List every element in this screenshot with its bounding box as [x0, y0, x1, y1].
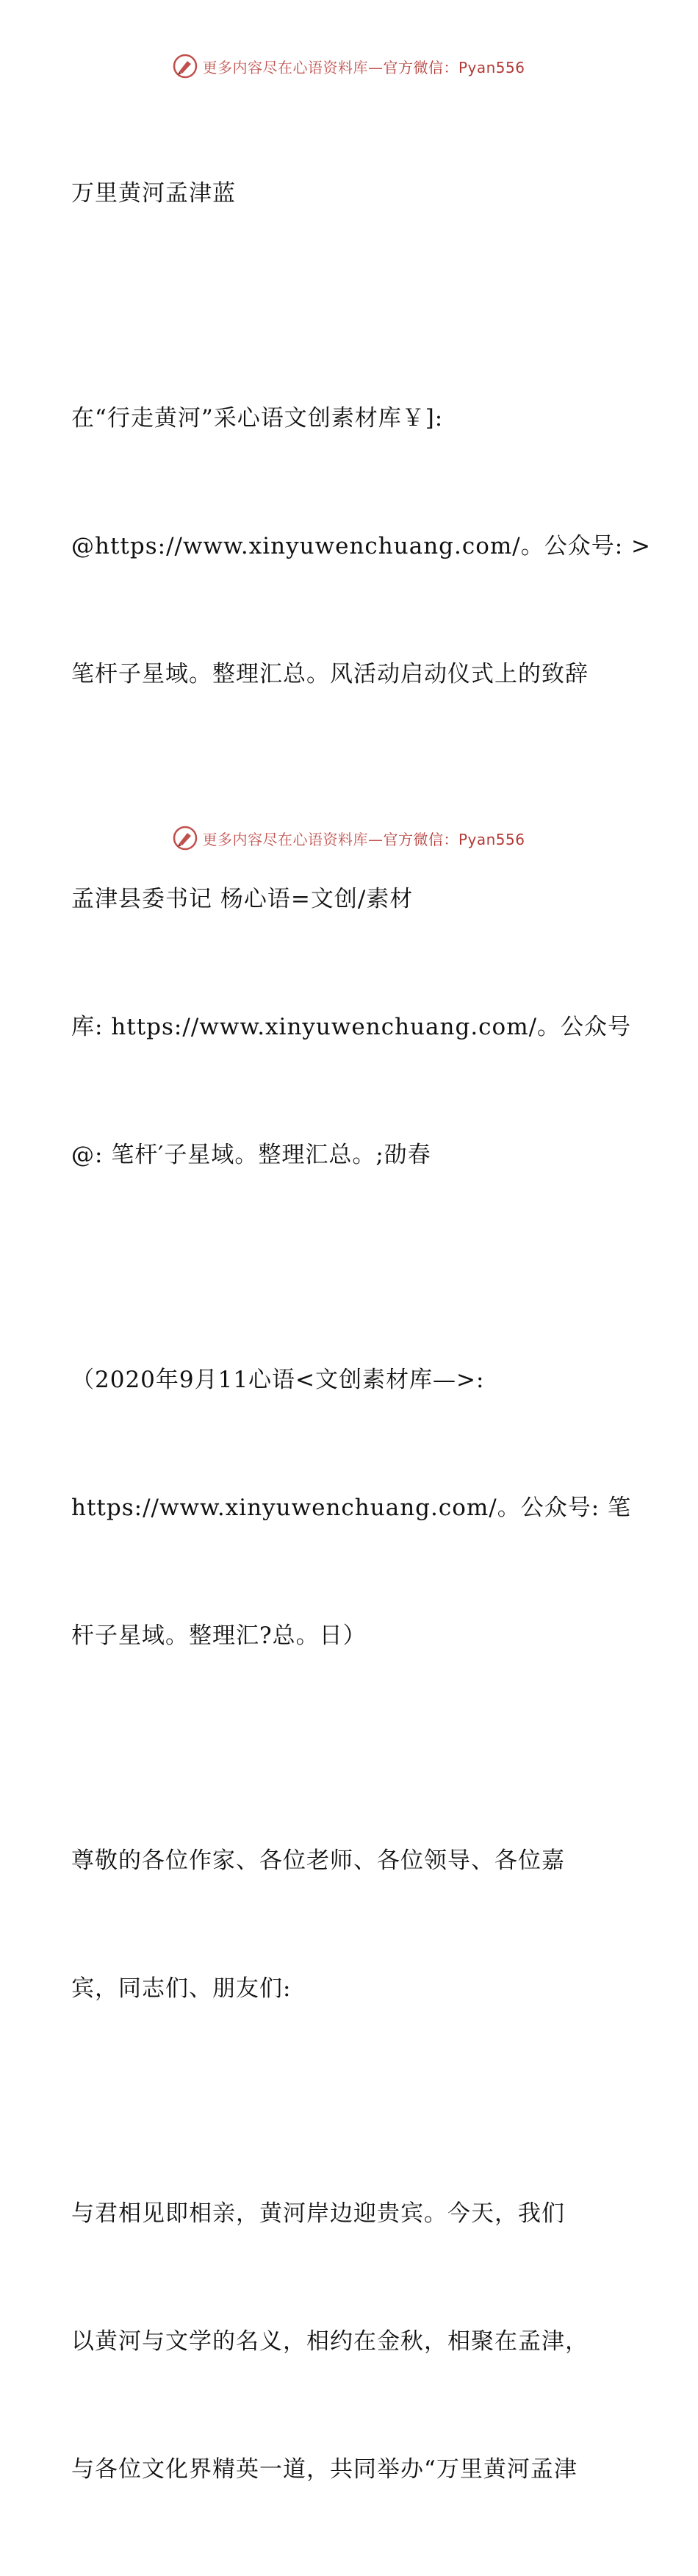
text-line: 与君相见即相亲，黄河岸边迎贵宾。今天，我们	[71, 2200, 565, 2227]
text-line: 孟津县委书记 杨心语=文创/素材	[71, 886, 414, 912]
text-line: 库: https://www.xinyuwenchuang.com/。公众号	[71, 1014, 632, 1040]
text-line: https://www.xinyuwenchuang.com/。公众号: 笔	[71, 1495, 632, 1521]
banner-wechat-text: 官方微信：Pyan556	[383, 58, 525, 76]
text-line: 万里黄河孟津蓝	[71, 180, 236, 207]
footer-banner	[0, 823, 698, 853]
pen-nib-logo-icon	[173, 826, 198, 851]
paragraph	[71, 2107, 630, 2576]
banner-text	[202, 56, 525, 77]
text-line: 尊敬的各位作家、各位老师、各位领导、各位嘉	[71, 1847, 565, 1874]
text-line: 在“行走黄河”采心语文创素材库￥]:	[71, 405, 444, 432]
text-line: @https://www.xinyuwenchuang.com/。公众号: >	[71, 533, 652, 559]
doc-title	[71, 87, 630, 300]
banner-dash: —	[367, 58, 384, 76]
text-line: 以黄河与文学的名义，相约在金秋，相聚在孟津，	[71, 2328, 589, 2355]
banner-dash: —	[367, 830, 384, 848]
paragraph	[71, 1754, 630, 2095]
document-body	[71, 87, 652, 2576]
text-line: 笔杆子星域。整理汇总。风活动启动仪式上的致辞	[71, 661, 589, 687]
banner-wechat-text: 官方微信：Pyan556	[383, 830, 525, 848]
banner-text	[202, 828, 525, 849]
banner-site-text: 更多内容尽在心语资料库	[202, 58, 368, 76]
text-line: （2020年9月11心语<文创素材库—>:	[71, 1367, 485, 1393]
paragraph	[71, 312, 652, 781]
paragraph	[71, 1273, 630, 1742]
banner-site-text: 更多内容尽在心语资料库	[202, 830, 368, 848]
text-line: 与各位文化界精英一道，共同举办“万里黄河孟津	[71, 2456, 578, 2483]
pen-nib-logo-icon	[173, 54, 198, 79]
header-banner	[0, 51, 698, 81]
paragraph	[71, 793, 630, 1262]
text-line: 杆子星域。整理汇?总。日）	[71, 1622, 367, 1649]
text-line: @: 笔杆′子星域。整理汇总。;劭春	[71, 1142, 431, 1168]
text-line: 宾，同志们、朋友们:	[71, 1975, 292, 2002]
